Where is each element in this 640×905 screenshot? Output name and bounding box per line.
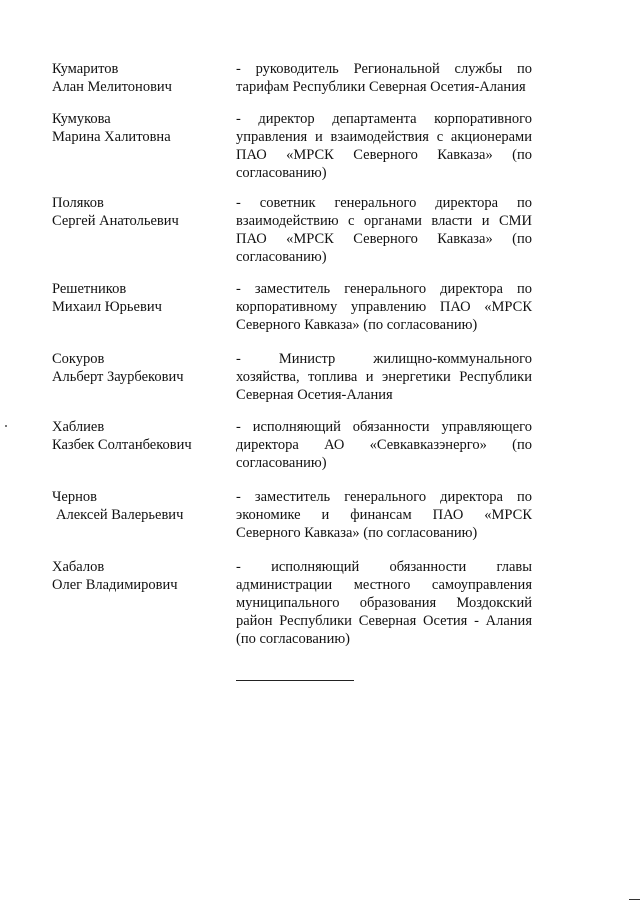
member-given-names: Сергей Анатольевич: [52, 213, 179, 229]
member-given-names: Альберт Заурбекович: [52, 369, 184, 385]
position-line: согласованию): [236, 249, 327, 265]
member-surname: Поляков: [52, 195, 104, 211]
scan-speck: [5, 425, 7, 427]
position-line: согласованию): [236, 165, 327, 181]
position-line: управления и взаимодействия с акционерами: [236, 129, 532, 145]
member-surname: Кумукова: [52, 111, 111, 127]
member-position: [236, 418, 532, 472]
member-given-names: Марина Халитовна: [52, 129, 171, 145]
position-line: - исполняющий обязанности главы: [236, 559, 532, 575]
member-name: [52, 350, 222, 386]
position-line: корпоративному управлению ПАО «МРСК: [236, 299, 532, 315]
member-position: [236, 194, 532, 266]
member-name: [52, 418, 222, 454]
member-position: [236, 558, 532, 648]
position-line: - исполняющий обязанности управляющего: [236, 419, 532, 435]
position-line: Северного Кавказа» (по согласованию): [236, 525, 478, 541]
position-line: Северного Кавказа» (по согласованию): [236, 317, 478, 333]
member-position: [236, 60, 532, 96]
position-line: директора АО «Севкавказэнерго» (по: [236, 437, 532, 453]
position-line: экономике и финансам ПАО «МРСК: [236, 507, 532, 523]
member-name: [52, 110, 222, 146]
position-line: - руководитель Региональной службы по: [236, 61, 532, 77]
position-line: муниципального образования Моздокский: [236, 595, 532, 611]
member-name: [52, 194, 222, 230]
member-given-names: Алан Мелитонович: [52, 79, 172, 95]
member-surname: Чернов: [52, 489, 97, 505]
member-given-names: Казбек Солтанбекович: [52, 437, 192, 453]
position-line: взаимодействию с органами власти и СМИ: [236, 213, 532, 229]
page-corner-mark: [629, 899, 640, 900]
position-line: тарифам Республики Северная Осетия-Алания: [236, 79, 526, 95]
position-line: ПАО «МРСК Северного Кавказа» (по: [236, 231, 532, 247]
member-surname: Сокуров: [52, 351, 105, 367]
position-line: район Республики Северная Осетия - Алания: [236, 613, 532, 629]
member-name: [52, 488, 222, 524]
member-given-names: Михаил Юрьевич: [52, 299, 162, 315]
position-line: - Министр жилищно-коммунального: [236, 351, 532, 367]
member-position: [236, 488, 532, 542]
member-surname: Хабалов: [52, 559, 105, 575]
position-line: - заместитель генерального директора по: [236, 489, 532, 505]
position-line: - заместитель генерального директора по: [236, 281, 532, 297]
position-line: хозяйства, топлива и энергетики Республики: [236, 369, 532, 385]
member-surname: Хаблиев: [52, 419, 105, 435]
member-position: [236, 110, 532, 182]
member-given-names: Олег Владимирович: [52, 577, 178, 593]
member-surname: Решетников: [52, 281, 127, 297]
member-position: [236, 280, 532, 334]
member-given-names: Алексей Валерьевич: [56, 507, 184, 523]
position-line: администрации местного самоуправления: [236, 577, 532, 593]
position-line: - директор департамента корпоративного: [236, 111, 532, 127]
end-of-list-rule: [236, 680, 354, 681]
member-position: [236, 350, 532, 404]
member-name: [52, 280, 222, 316]
position-line: согласованию): [236, 455, 327, 471]
position-line: (по согласованию): [236, 631, 350, 647]
member-surname: Кумаритов: [52, 61, 119, 77]
position-line: - советник генерального директора по: [236, 195, 532, 211]
position-line: Северная Осетия-Алания: [236, 387, 393, 403]
position-line: ПАО «МРСК Северного Кавказа» (по: [236, 147, 532, 163]
member-name: [52, 60, 222, 96]
member-name: [52, 558, 222, 594]
